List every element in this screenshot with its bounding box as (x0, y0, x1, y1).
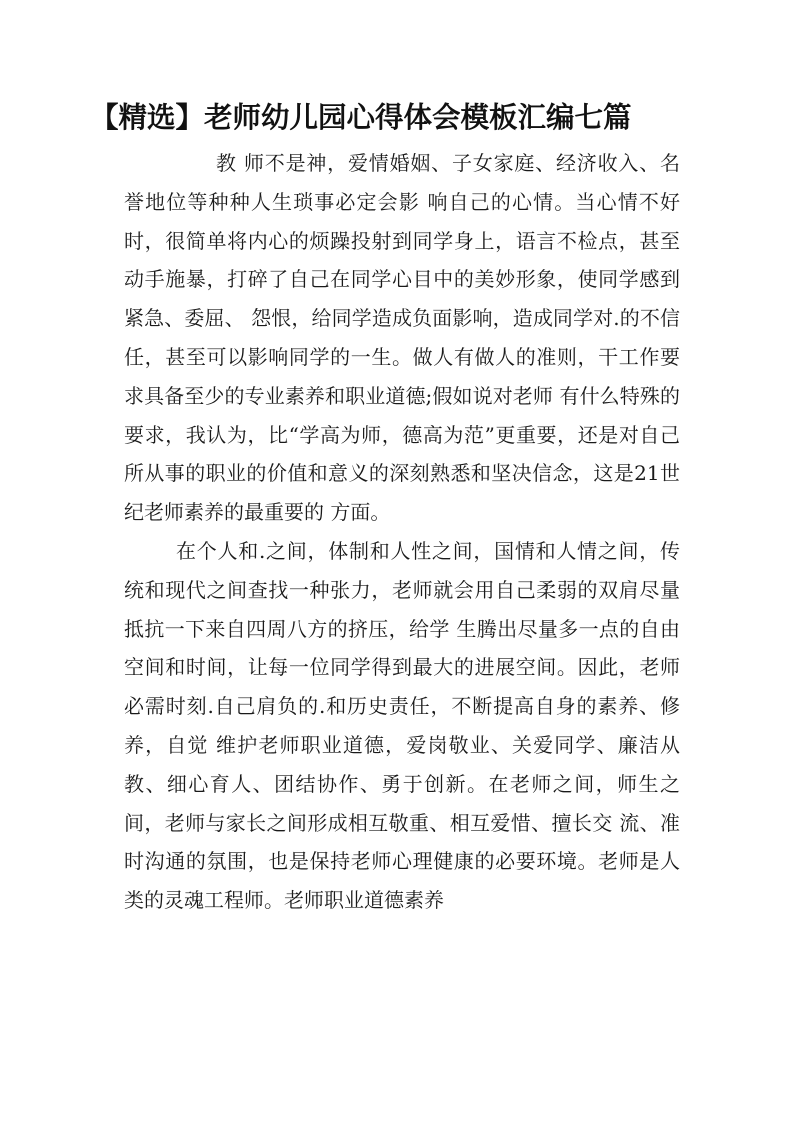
document-body (124, 144, 680, 920)
document-title: 【精选】老师幼儿园心得体会模板汇编七篇 (90, 101, 632, 134)
body-paragraph-2: 在个人和.之间，体制和人性之间，国情和人情之间，传统和现代之间查找一种张力，老师就会用自己柔弱的双肩尽量抵抗一下来自四周八方的挤压，给学 生腾出尽量多一点的自由空间和时间，让每一位同学得到最大的进展空间。因此，老师必需时刻.自己肩负的.和历史责任，不断提高自身的素养、修养，自觉 维护老师职业道德，爱岗敬业、关爱同学、廉洁从教、细心育人、团结协作、勇于创新。在老师之间，师生之间，老师与家长之间形成相互敬重、相互爱惜、擅长交 流、准时沟通的氛围，也是保持老师心理健康的必要环境。老师是人类的灵魂工程师。老师职业道德素养 (124, 538, 680, 913)
body-paragraph-1: 教 师不是神，爱情婚姻、子女家庭、经济收入、名誉地位等种种人生琐事必定会影 响自己的心情。当心情不好时，很简单将内心的烦躁投射到同学身上，语言不检点，甚至动手施暴，打碎了自己在同学心目中的美妙形象，使同学感到紧急、委屈、 怨恨，给同学造成负面影响，造成同学对.的不信任，甚至可以影响同学的一生。做人有做人的准则，干工作要求具备至少的专业素养和职业道德;假如说对老师 有什么特殊的要求，我认为，比“学高为师，德高为范”更重要，还是对自己所从事的职业的价值和意义的深刻熟悉和坚决信念，这是21世纪老师素养的最重要的 方面。 (124, 151, 680, 525)
